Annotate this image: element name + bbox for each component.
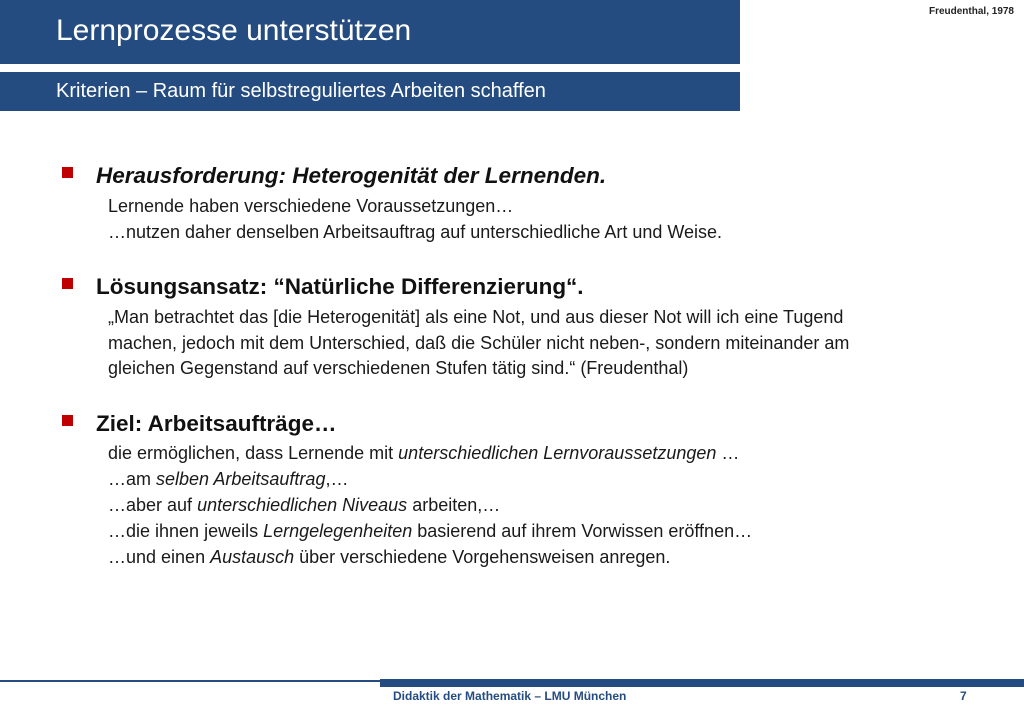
quote-line: „Man betrachtet das [die Heterogenität] als eine Not, und aus dieser Not will ich eine Tugend <box>108 307 844 327</box>
bullet-square-icon <box>62 415 73 426</box>
body-line: Lernende haben verschiedene Voraussetzungen… <box>108 196 514 216</box>
section-heading: Herausforderung: Heterogenität der Lernenden. <box>96 163 607 188</box>
footer-text: Didaktik der Mathematik – LMU München <box>393 689 627 703</box>
quote-line: machen, jedoch mit dem Unterschied, daß die Schüler nicht neben-, sondern miteinander am <box>108 333 850 353</box>
section-heading: Ziel: Arbeitsaufträge… <box>96 411 337 436</box>
goal-line: die ermöglichen, dass Lernende mit unterschiedlichen Lernvoraussetzungen … <box>108 443 740 463</box>
goal-line: …die ihnen jeweils Lerngelegenheiten basierend auf ihrem Vorwissen eröffnen… <box>108 521 753 541</box>
body-line: …nutzen daher denselben Arbeitsauftrag auf unterschiedliche Art und Weise. <box>108 222 723 242</box>
bullet-square-icon <box>62 278 73 289</box>
page-title: Lernprozesse unterstützen <box>56 14 412 47</box>
quote-line: gleichen Gegenstand auf verschiedenen Stufen tätig sind.“ (Freudenthal) <box>108 358 689 378</box>
citation: Freudenthal, 1978 <box>928 6 1014 17</box>
page-subtitle: Kriterien – Raum für selbstreguliertes Arbeiten schaffen <box>56 80 546 102</box>
section-heading: Lösungsansatz: “Natürliche Differenzierung“. <box>96 274 584 299</box>
bullet-square-icon <box>62 167 73 178</box>
goal-line: …am selben Arbeitsauftrag,… <box>108 469 349 489</box>
goal-line: …aber auf unterschiedlichen Niveaus arbeiten,… <box>108 495 501 515</box>
footer-bar <box>380 679 1024 687</box>
footer-rule <box>0 680 380 682</box>
page-number: 7 <box>960 689 967 703</box>
goal-line: …und einen Austausch über verschiedene Vorgehensweisen anregen. <box>108 547 671 567</box>
